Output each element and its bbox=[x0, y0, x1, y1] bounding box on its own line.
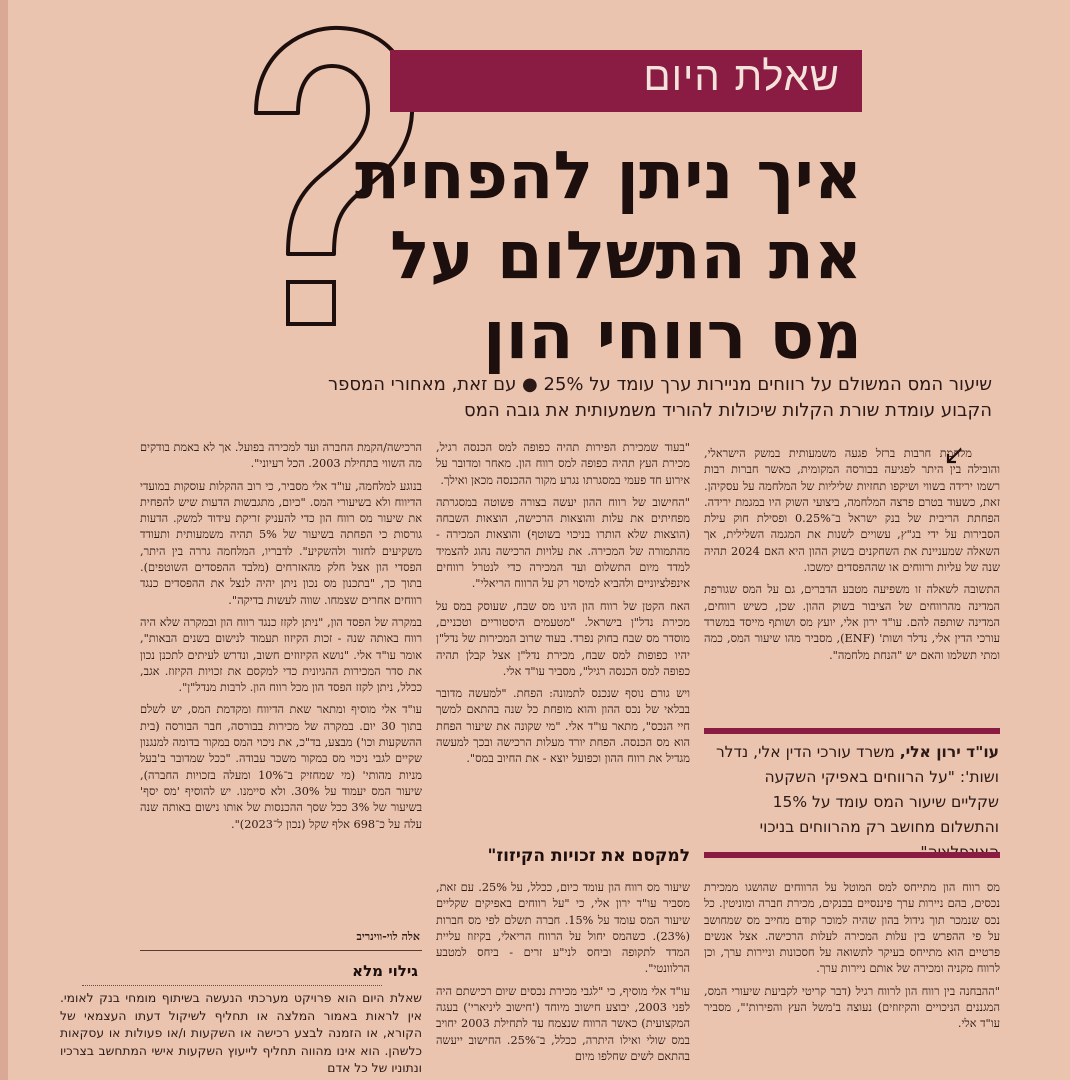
subheadline bbox=[122, 372, 992, 424]
paragraph: האח הקטן של רווח הון הינו מס שבח, שעוסק במס על מכירת נדל"ן בישראל. "מטעמים היסטוריים וטכניים, מוסדר מס שבח בחוק נפרד. בעוד שרוב המכירות של נדל"ן יהיו כפופות למס שבח, מכירת נדל"ן אצל קבלן תהיה כפופה למס הכנסה רגיל", מסביר עו"ד אלי. bbox=[436, 599, 690, 678]
column-3 bbox=[140, 440, 422, 924]
paragraph: הרכישה/הקמת החברה ועד למכירה בפועל. אך לא באמת בודקים מה השווי בתחילת 2003. הכל רעיוני". bbox=[140, 441, 422, 471]
paragraph: התשובה לשאלה זו משפיעה מטבע הדברים, גם על המס שגורפת המדינה מהרווחים של הציבור בשוק ההון. שכן, כשיש רווחים, המדינה שותפה להם. עו"ד ירון אלי, יועץ מס ושותף מייסד במשרד עורכי הדין אלי, נדלר ושות' (ENF), מסביר מהו שיעור המס, כמה ומתי תשלמו והאם יש "הנחת מלחמה". bbox=[704, 583, 1000, 662]
paragraph: "בעוד שמכירת הפירות תהיה כפופה למס הכנסה רגיל, מכירת העץ תהיה כפופה למס רווח הון. מאחר ומדובר על אירוע חד פעמי במסגרתו נגרע מקור ההכנסה מכאן ואילך. bbox=[436, 441, 690, 487]
paragraph: בנוגע למלחמה, עו"ד אלי מסביר, כי רוב ההקלות עוסקות במועדי הדיווח ולא בשיעורי המס. "כיום, מתגבשות הדעות שיש להפחית את שיעור מס רווח הון כדי להעניק זריקת עידוד למשק. הדעות גורסות כי הפחתה בשיעור של 5% תהיה משמעותית ותעודד משקיעים לחזור ולהשקיע". לדבריו, המלחמה גררה בין היתר, הפסדי הון אצל חלק מהאזרחים (מלבד ההפסדים השוטפים). בתוך כך, "בתכנון מס נכון ניתן יהיה לנצל את ההפסדים כנגד רווחים אחרים שצמחו. שווה לעשות בדיקה". bbox=[140, 479, 422, 607]
disclosure-text: שאלת היום הוא פרויקט מערכתי הנעשה בשיתוף מומחי בנק לאומי. אין לראות באמור המלצה או תחליף לשיקול דעתו העצמאי של הקורא, או הזמנה לבצע רכישה או השקעות ו/או פעולות או עסקאות כלשהן. הוא אינו מהווה תחליף לייעוץ השקעות אישי המתחשב בצרכיו ונתוניו של כל אדם bbox=[60, 991, 422, 1075]
header-band bbox=[390, 50, 862, 112]
headline-line-3: מס רווחי הון bbox=[482, 297, 862, 374]
byline: אלה לוי-ווינריב bbox=[356, 930, 420, 943]
paragraph: ויש גורם נוסף שנכנס לתמונה: הפחת. "למעשה מדובר בבלאי של נכס ההון והוא מופחת כל שנה בהתאם למשך חיי הנכס", מתאר עו"ד אלי. "מי שקונה את שיעור הפחת הוא מס הכנסה. הפחת יורד מעלות הרכישה ובכך למעשה מגדיל את רווח ההון וכפועל יוצא - את החיוב במס". bbox=[436, 687, 690, 766]
column-1-bottom bbox=[704, 880, 1000, 1076]
paragraph: עו"ד אלי מוסיף ומתאר שאת הדיווח ומקדמת המס, יש לשלם בתוך 30 יום. במקרה של מכירות בבורסה, חבר הבורסה (בית ההשקעות וכו') מבצע, בד"כ, את ניכוי המס במקור בדומה למנגנון שקיים לגבי ניכוי מס במקור משכר עבודה. "ככל שמדובר ב'בעל מניות מהותי' (מי שמחזיק ב־10% ומעלה בזכויות החברה), שיעור המס יעמוד על 30%. ולא סיימנו. יש להוסיף 'מס יסף' בשיעור של 3% ככל שסך ההכנסות של אותו נישום באותה שנה עלה על כ־698 אלף שקל (נכון ל־2023)". bbox=[140, 703, 422, 831]
paragraph: שיעור מס רווח הון עומד כיום, ככלל, על 25%. עם זאת, מסביר עו"ד ירון אלי, כי "על רווחים באפיקים שקליים שיעור המס עומד על 15%. חברה תשלם לפי מס חברות (23%). כשהמס יחול על הרווח הריאלי, בקיזוז עליית המדד לתקופה וביחס לני"ע זרים - ביחס למטבע הרלוונטי". bbox=[436, 881, 690, 976]
quote-text: "על הרווחים באפיקי השקעה שקליים שיעור המס עומד על 15% והתשלום מחושב רק מהרווחים בניכוי bbox=[759, 768, 999, 836]
subheadline-line-1: שיעור המס המשולם על רווחים מניירות ערך עומד על 25% ● עם זאת, מאחורי המספר bbox=[327, 374, 992, 395]
column-1-top bbox=[704, 446, 1000, 714]
divider bbox=[82, 985, 382, 986]
column-2-bottom bbox=[436, 880, 690, 1076]
quote-rule-bottom bbox=[704, 852, 1000, 858]
headline-line-2: את התשלום על bbox=[390, 217, 862, 294]
divider bbox=[140, 950, 422, 951]
paragraph: "החישוב של רווח ההון יעשה בצורה פשוטה במסגרתה מפחיתים את עלות והוצאות הרכישה, הוצאות השבחה (הוצאות שלא הותרו בניכוי בשוטף) והוצאות המכירה - מהתמורה של המכירה. את עלויות הרכישה נהוג להצמיד למדד מיום התשלום ועד המכירה כדי לנטרל רווחים אינפלציוניים ולהביא למיסוי רק על הרווח הריאלי". bbox=[436, 495, 690, 591]
quote-rule-top bbox=[704, 728, 1000, 734]
column-2-top bbox=[436, 440, 690, 836]
subheadline-line-2: הקבוע עומדת שורת הקלות שיכולות להוריד משמעותית את גובה המס bbox=[464, 400, 992, 421]
headline-line-1: איך ניתן להפחית bbox=[354, 137, 862, 214]
paragraph: במקרה של הפסד הון, "ניתן לקזז כנגד רווח הון ובמקרה שלא היה רווח באותה שנה - זכות הקיזוז תעמוד לנישום בשנים הבאות", אומר עו"ד אלי. "נושא הקיזוזים חשוב, ונדרש לעיתים לתכנן נכון את סדר המכירות ההגיונית כדי למקסם את זכויות הקיזוז. אגב, ככלל, ניתן לקזז הפסד הון מכל רווח הון. לרבות מנדל"ן". bbox=[140, 615, 422, 695]
quote-firm: משרד עורכי הדין אלי, נדלר ושות': bbox=[715, 743, 999, 786]
section-label: שאלת היום bbox=[643, 54, 840, 100]
disclosure-title: גילוי מלא bbox=[352, 962, 418, 980]
paragraph: "ההבחנה בין רווח הון לרווח רגיל (דבר קריטי לקביעת שיעורי המס, המגננים הניכויים והקיזוזים) נעוצה ב'משל העץ והפירות'", מסביר עו"ד אלי. bbox=[704, 984, 1000, 1031]
paragraph: מלחמת חרבות ברזל פגעה משמעותית במשק הישראלי, והובילה בין היתר לפגיעה בבורסה המקומית, כאשר חברות רבות רשמו ירידה בשווי ושיקפו תחזיות שליליות של המלחמה על עסקיהן. זאת, כשעוד בטרם פרצה המלחמה, ביצועי השוק היו במגמת ירידה. הפחתת הריבית של בנק ישראל ב־0.25% ופסילת חוק עילת הסבירות על ידי בג"ץ, עשויים לשנות את המגמה השלילית, אך השאלה שמעניינת את השחקנים בשוק ההון היא האם 2024 תהיה שנה של עליות ורווחים או שההפסדים ימשכו. bbox=[704, 447, 1000, 575]
paragraph: מס רווח הון מתייחס למס המוטל על הרווחים שהושגו ממכירת נכסים, בהם ניירות ערך פיננסיים בבנקים, מכירת חברה ומוניטין. כל נכס שנמכר תוך גידול בהון שהיה למוכר קודם מחייב מס שמחושב על פי ההפרש בין עלות המכירה לעלות הרכישה. אצל אנשים פרטיים הוא מתייחס בעיקר לתשואה על חסכונות וניירות ערך, וכן לרווח מקניה ומכירה של אותם ניירות ערך. bbox=[704, 881, 1000, 976]
paragraph: עו"ד אלי מוסיף, כי "לגבי מכירת נכסים שיום רכישתם היה לפני 2003, יבוצע חישוב מיוחד ('חישוב ליניארי') בעגה המקצועית) כאשר הרווח שנצמח עד לתחילת 2003 יחויב במס שולי ואילו היתרה, ככלל, ב־25%. החישוב ייעשה בהתאם לשים שחלפו מיום bbox=[436, 984, 690, 1063]
section-heading: למקסם את זכויות הקיזוז" bbox=[487, 846, 690, 866]
quote-name: עו"ד ירון אלי, bbox=[899, 743, 999, 761]
pull-quote bbox=[714, 740, 999, 865]
page-fold-shadow bbox=[0, 0, 8, 1080]
headline bbox=[302, 136, 862, 376]
